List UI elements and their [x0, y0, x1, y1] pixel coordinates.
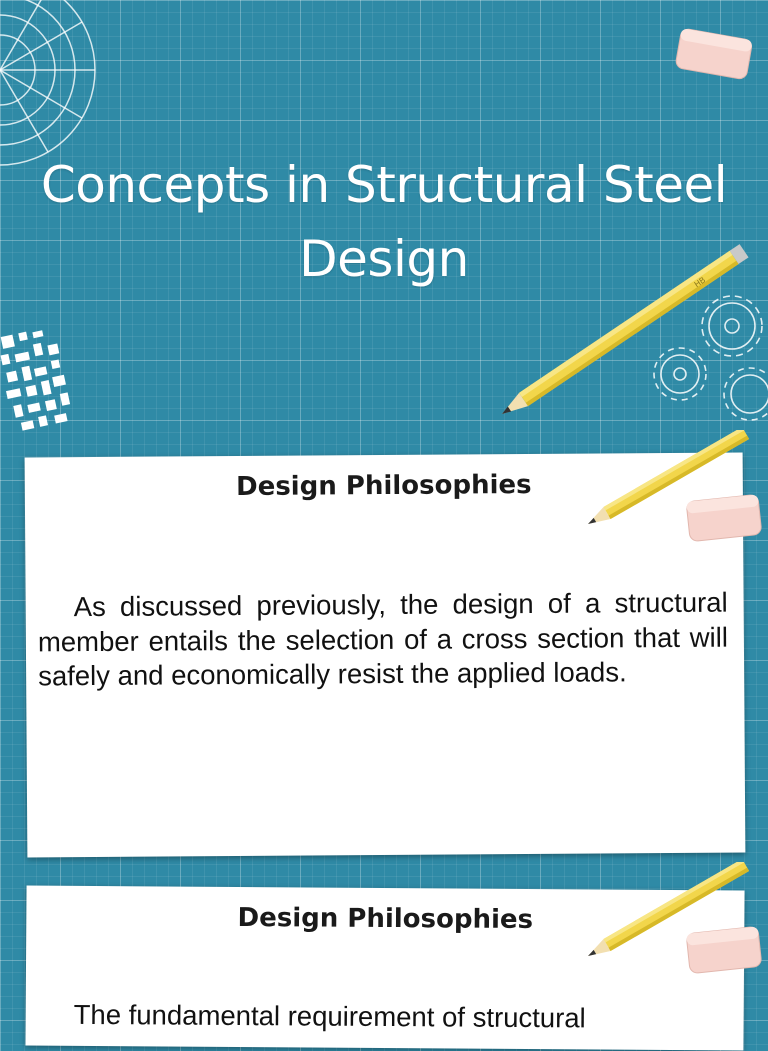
eraser-icon: [682, 922, 766, 978]
pencil-icon: [490, 228, 768, 424]
pencil-label: HB: [692, 275, 708, 290]
eraser-icon: [672, 24, 756, 82]
slide-title: Concepts in Structural Steel Design: [40, 156, 728, 288]
title-area: [0, 0, 768, 440]
card-body-text: The fundamental requirement of structural: [73, 998, 586, 1034]
card-heading: Design Philosophies: [237, 902, 534, 936]
qr-code-icon: [0, 322, 78, 434]
card-heading: Design Philosophies: [235, 469, 532, 503]
card-body-text: As discussed previously, the design of a structural member entails the selection of a cross section that will safely and economically resist the applied loads.: [37, 586, 728, 692]
eraser-icon: [682, 490, 766, 546]
protractor-decoration: [0, 0, 110, 170]
